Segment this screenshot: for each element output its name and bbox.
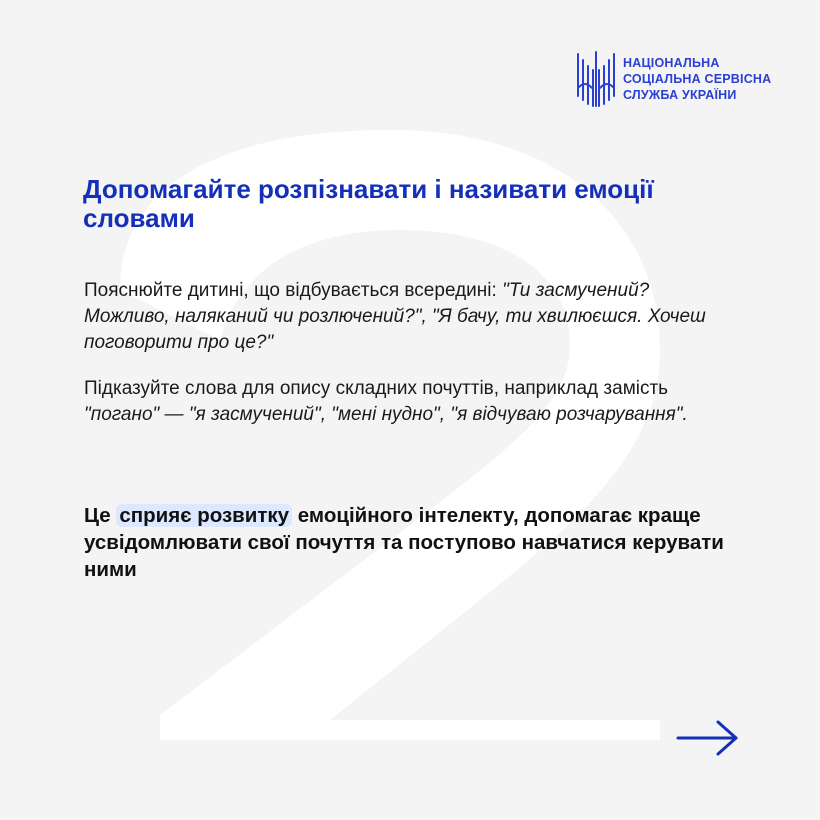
logo-line: НАЦІОНАЛЬНА	[623, 56, 720, 70]
paragraph-suggest	[84, 376, 724, 428]
conclusion-end: емоційного інтелекту, допомагає краще усвідомлювати свої почуття та поступово навчатися керувати ними	[84, 504, 724, 581]
paragraph-quote: "Ти засмучений? Можливо, наляканий чи розлючений?", "Я бачу, ти хвилюєшся. Хочеш поговорити про це?"	[84, 280, 706, 353]
organization-name	[623, 55, 771, 103]
conclusion-text	[84, 502, 724, 583]
arrow-right-icon[interactable]	[676, 718, 740, 758]
ukraine-trident-icon	[575, 50, 617, 108]
logo-line: СОЦІАЛЬНА СЕРВІСНА	[623, 72, 772, 86]
conclusion-start: Це	[84, 504, 117, 527]
paragraph-text: Підказуйте слова для опису складних почуттів, наприклад замість	[84, 378, 669, 399]
paragraph-explain	[84, 278, 724, 356]
logo-line: СЛУЖБА УКРАЇНИ	[623, 88, 737, 102]
slide-heading: Допомагайте розпізнавати і називати емоції словами	[83, 174, 654, 233]
organization-logo	[575, 50, 771, 108]
paragraph-quote: "погано" — "я засмучений", "мені нудно", "я відчуваю розчарування".	[84, 404, 688, 425]
paragraph-text: Пояснюйте дитині, що відбувається всередині:	[84, 280, 503, 301]
highlighted-phrase: сприяє розвитку	[116, 504, 292, 527]
